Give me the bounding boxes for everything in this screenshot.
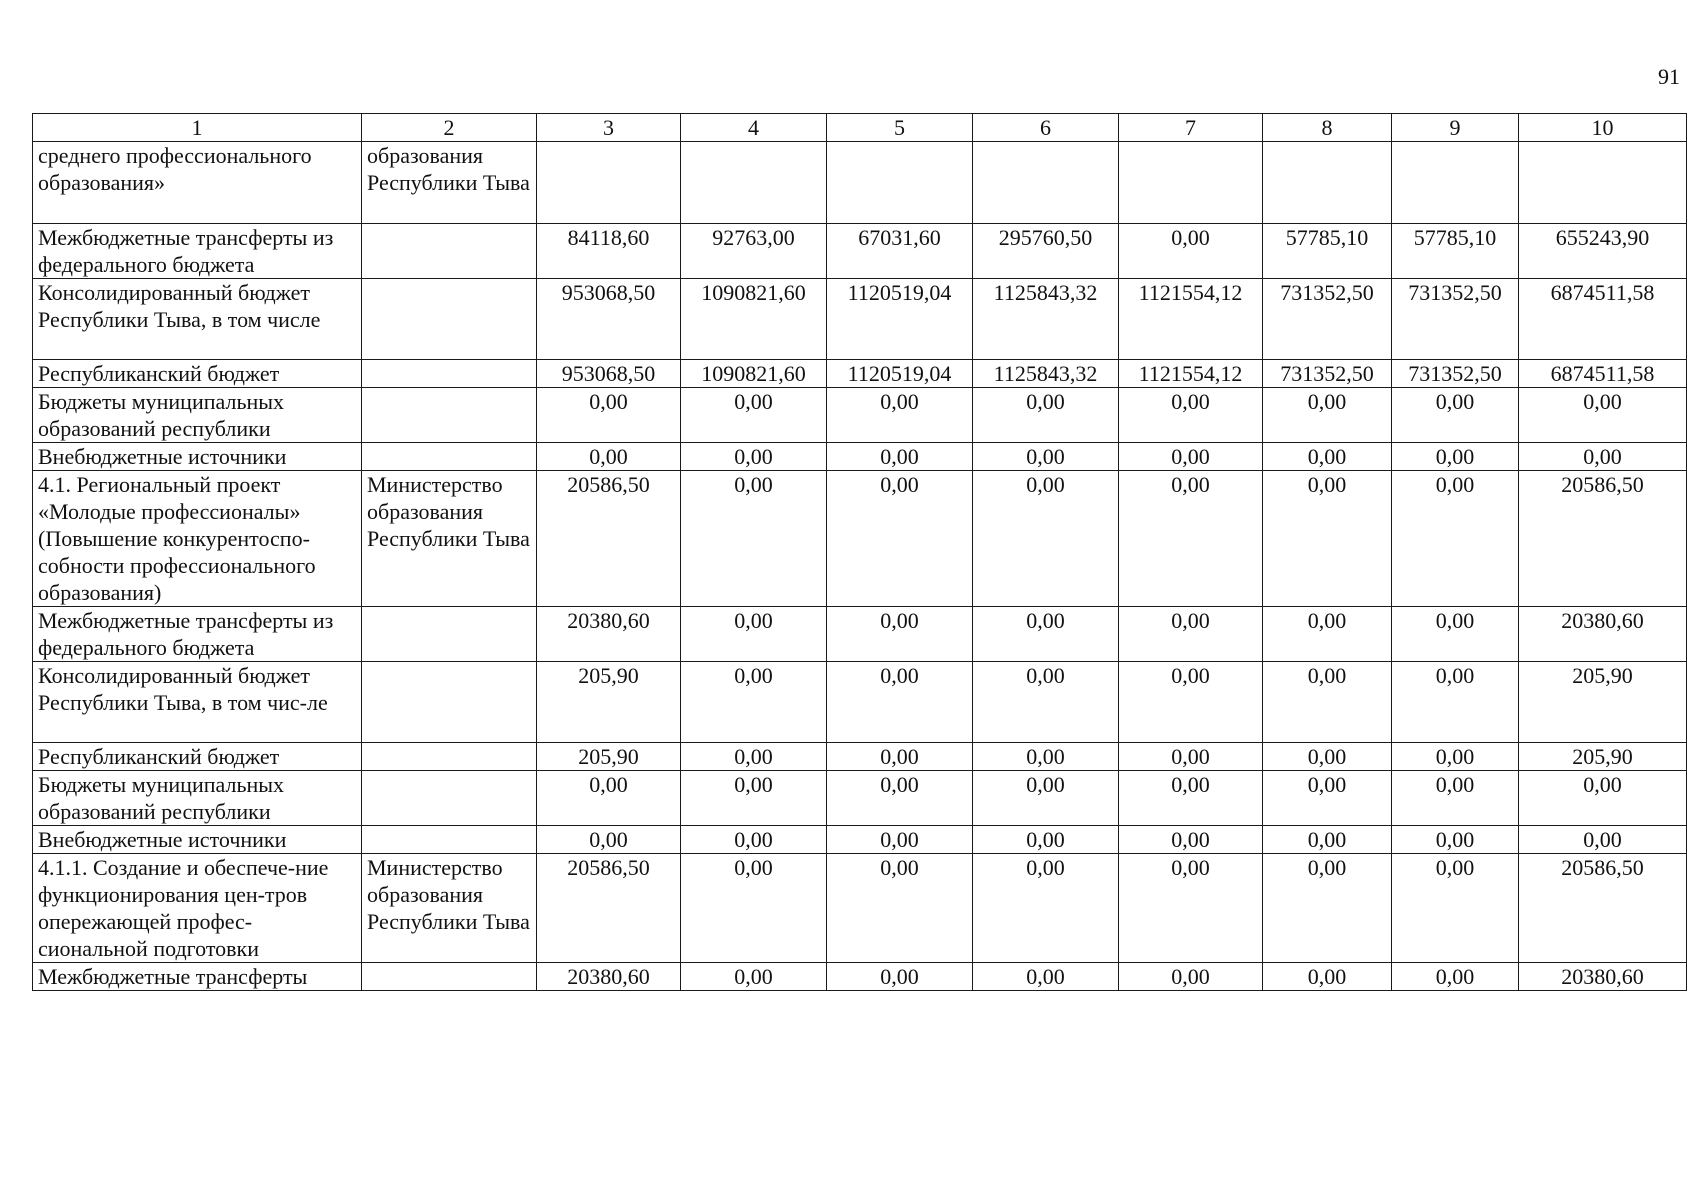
value-cell: 57785,10 [1263,224,1392,279]
value-cell [537,142,681,224]
row-name-cell: Бюджеты муниципальных образований республики [33,771,362,826]
value-cell: 0,00 [681,963,827,991]
value-cell: 731352,50 [1263,279,1392,360]
value-cell: 1125843,32 [973,279,1119,360]
value-cell: 0,00 [1263,826,1392,854]
executor-cell [362,279,537,360]
executor-cell [362,662,537,743]
value-cell: 20586,50 [537,471,681,607]
row-name-cell: Межбюджетные трансферты [33,963,362,991]
column-number: 10 [1519,114,1687,142]
table-row [33,360,1687,388]
column-number: 1 [33,114,362,142]
value-cell: 0,00 [537,443,681,471]
table-row [33,662,1687,743]
row-name-cell: 4.1.1. Создание и обеспече-ние функционирования цен-тров опережающей профес-сиональной подготовки [33,854,362,963]
table-row [33,826,1687,854]
value-cell [1119,142,1263,224]
table-row [33,279,1687,360]
value-cell: 1120519,04 [827,279,973,360]
page-number: 91 [1658,64,1680,89]
value-cell: 0,00 [973,826,1119,854]
value-cell: 0,00 [681,443,827,471]
row-name-cell: Консолидированный бюджет Республики Тыва, в том чис-ле [33,662,362,743]
value-cell: 0,00 [1119,607,1263,662]
table-row [33,743,1687,771]
row-name-cell: 4.1. Региональный проект «Молодые профессионалы» (Повышение конкурентоспо-собности профессионального образования) [33,471,362,607]
row-name-cell: Консолидированный бюджет Республики Тыва, в том числе [33,279,362,360]
value-cell: 20380,60 [537,963,681,991]
value-cell: 0,00 [973,607,1119,662]
value-cell: 295760,50 [973,224,1119,279]
executor-cell [362,224,537,279]
row-name-cell: Межбюджетные трансферты из федерального бюджета [33,607,362,662]
value-cell: 0,00 [681,743,827,771]
value-cell: 0,00 [1263,771,1392,826]
value-cell: 0,00 [827,743,973,771]
table-row [33,443,1687,471]
value-cell: 20380,60 [1519,607,1687,662]
column-number-row [33,114,1687,142]
value-cell: 0,00 [827,388,973,443]
row-name-cell: среднего профессионального образования» [33,142,362,224]
table-row [33,224,1687,279]
column-number: 9 [1392,114,1519,142]
value-cell: 0,00 [827,963,973,991]
value-cell: 0,00 [1119,388,1263,443]
table-body [33,142,1687,991]
value-cell: 1121554,12 [1119,360,1263,388]
value-cell: 1090821,60 [681,360,827,388]
executor-cell: Министерство образования Республики Тыва [362,854,537,963]
executor-cell: образования Республики Тыва [362,142,537,224]
row-name-cell: Республиканский бюджет [33,360,362,388]
value-cell: 0,00 [827,443,973,471]
value-cell: 0,00 [1392,471,1519,607]
value-cell: 0,00 [973,662,1119,743]
value-cell: 0,00 [1392,607,1519,662]
value-cell: 731352,50 [1263,360,1392,388]
value-cell: 205,90 [537,662,681,743]
value-cell: 0,00 [1263,607,1392,662]
value-cell: 0,00 [1119,224,1263,279]
column-number: 7 [1119,114,1263,142]
value-cell: 0,00 [827,854,973,963]
value-cell [973,142,1119,224]
value-cell: 0,00 [1392,771,1519,826]
value-cell: 205,90 [537,743,681,771]
value-cell: 0,00 [1392,388,1519,443]
column-number: 2 [362,114,537,142]
table-row [33,142,1687,224]
value-cell: 20380,60 [537,607,681,662]
value-cell: 0,00 [1519,771,1687,826]
executor-cell [362,963,537,991]
value-cell: 0,00 [1392,662,1519,743]
value-cell [1263,142,1392,224]
value-cell: 20586,50 [1519,471,1687,607]
budget-table [32,113,1687,991]
value-cell: 0,00 [1519,826,1687,854]
row-name-cell: Внебюджетные источники [33,826,362,854]
value-cell: 0,00 [1263,963,1392,991]
value-cell: 6874511,58 [1519,360,1687,388]
value-cell: 0,00 [973,963,1119,991]
row-name-cell: Республиканский бюджет [33,743,362,771]
value-cell [681,142,827,224]
value-cell: 0,00 [827,826,973,854]
value-cell: 0,00 [681,771,827,826]
value-cell: 0,00 [1119,826,1263,854]
column-number: 4 [681,114,827,142]
executor-cell [362,743,537,771]
value-cell: 0,00 [973,854,1119,963]
value-cell: 0,00 [827,662,973,743]
executor-cell [362,771,537,826]
value-cell: 0,00 [1263,471,1392,607]
value-cell: 0,00 [1119,963,1263,991]
value-cell: 0,00 [681,388,827,443]
value-cell: 731352,50 [1392,360,1519,388]
value-cell: 1121554,12 [1119,279,1263,360]
table-row [33,607,1687,662]
value-cell: 0,00 [681,471,827,607]
value-cell: 0,00 [537,771,681,826]
value-cell: 0,00 [1392,826,1519,854]
executor-cell [362,607,537,662]
value-cell: 205,90 [1519,662,1687,743]
column-number: 6 [973,114,1119,142]
value-cell [1519,142,1687,224]
value-cell: 6874511,58 [1519,279,1687,360]
value-cell: 0,00 [1119,743,1263,771]
value-cell: 0,00 [1519,388,1687,443]
column-number: 3 [537,114,681,142]
value-cell: 0,00 [827,471,973,607]
value-cell: 0,00 [827,607,973,662]
value-cell: 1125843,32 [973,360,1119,388]
value-cell: 0,00 [681,826,827,854]
row-name-cell: Внебюджетные источники [33,443,362,471]
table-row [33,471,1687,607]
value-cell: 67031,60 [827,224,973,279]
column-number: 8 [1263,114,1392,142]
executor-cell [362,443,537,471]
value-cell: 20586,50 [1519,854,1687,963]
value-cell: 0,00 [1119,443,1263,471]
column-number: 5 [827,114,973,142]
table-row [33,388,1687,443]
value-cell: 92763,00 [681,224,827,279]
value-cell: 0,00 [681,662,827,743]
value-cell: 0,00 [827,771,973,826]
row-name-cell: Бюджеты муниципальных образований республики [33,388,362,443]
value-cell: 0,00 [1519,443,1687,471]
value-cell: 731352,50 [1392,279,1519,360]
value-cell: 0,00 [681,607,827,662]
table-row [33,854,1687,963]
value-cell: 655243,90 [1519,224,1687,279]
value-cell: 0,00 [973,388,1119,443]
value-cell: 0,00 [1263,743,1392,771]
value-cell: 0,00 [537,826,681,854]
row-name-cell: Межбюджетные трансферты из федерального бюджета [33,224,362,279]
value-cell: 0,00 [537,388,681,443]
value-cell: 20586,50 [537,854,681,963]
value-cell: 0,00 [1263,443,1392,471]
executor-cell: Министерство образования Республики Тыва [362,471,537,607]
value-cell: 953068,50 [537,279,681,360]
executor-cell [362,360,537,388]
value-cell: 0,00 [1119,471,1263,607]
value-cell: 57785,10 [1392,224,1519,279]
value-cell: 0,00 [1392,743,1519,771]
value-cell: 0,00 [973,471,1119,607]
value-cell [827,142,973,224]
value-cell: 0,00 [973,743,1119,771]
value-cell: 0,00 [1119,662,1263,743]
value-cell [1392,142,1519,224]
value-cell: 0,00 [1392,854,1519,963]
executor-cell [362,826,537,854]
value-cell: 0,00 [1263,662,1392,743]
value-cell: 0,00 [1392,963,1519,991]
value-cell: 0,00 [973,443,1119,471]
value-cell: 0,00 [1119,771,1263,826]
value-cell: 0,00 [1263,854,1392,963]
value-cell: 0,00 [973,771,1119,826]
value-cell: 1090821,60 [681,279,827,360]
executor-cell [362,388,537,443]
value-cell: 0,00 [1263,388,1392,443]
value-cell: 20380,60 [1519,963,1687,991]
value-cell: 84118,60 [537,224,681,279]
table-row [33,963,1687,991]
value-cell: 0,00 [1392,443,1519,471]
value-cell: 953068,50 [537,360,681,388]
table-row [33,771,1687,826]
value-cell: 205,90 [1519,743,1687,771]
value-cell: 1120519,04 [827,360,973,388]
value-cell: 0,00 [1119,854,1263,963]
value-cell: 0,00 [681,854,827,963]
